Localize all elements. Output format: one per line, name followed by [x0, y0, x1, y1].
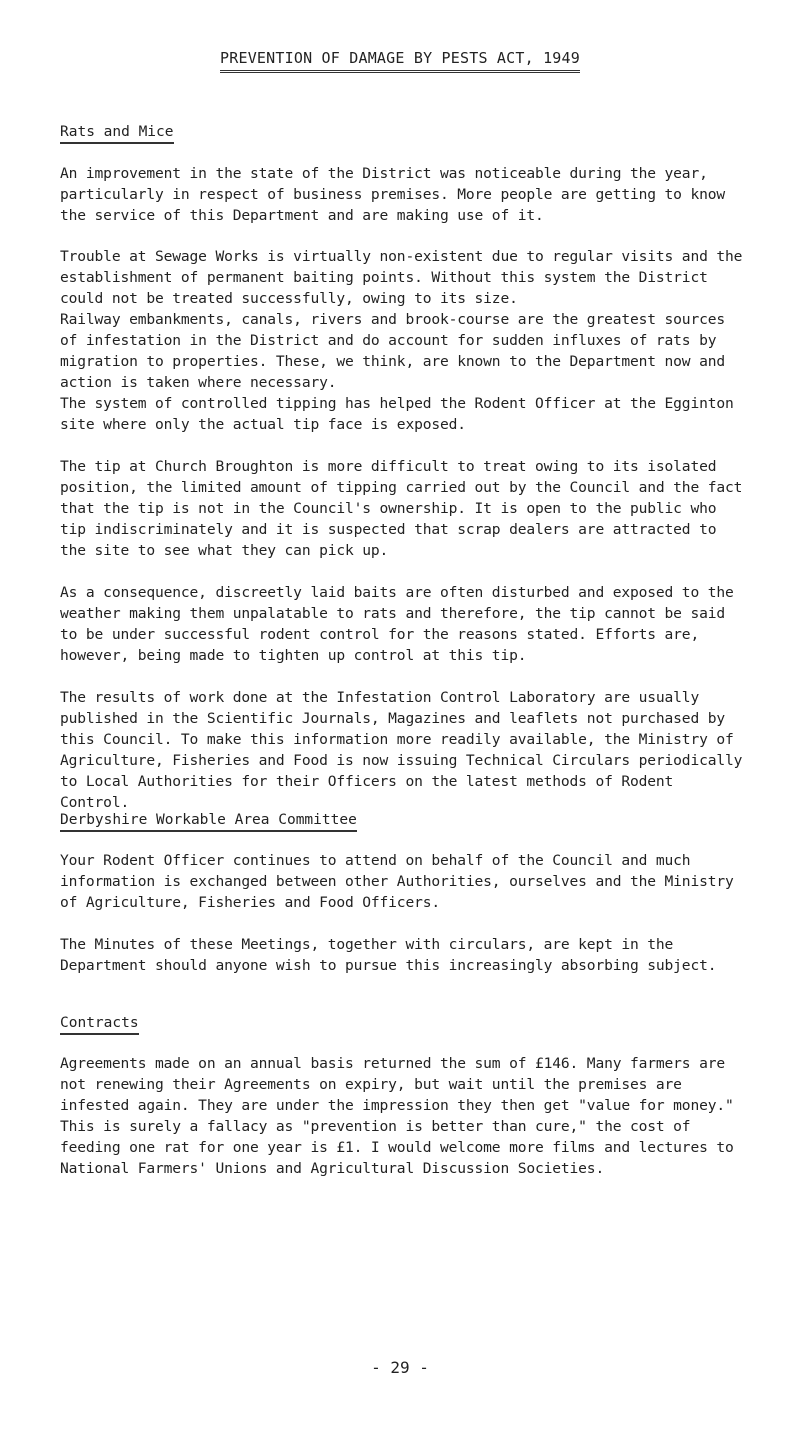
paragraph-railway-embankments: Railway embankments, canals, rivers and brook-course are the greatest sources of infestation in the District and do account for sudden influxes of rats by migration to properties. These, we think, are known to the Department now and action is taken where necessary. [60, 311, 725, 391]
section-heading-contracts: Contracts [60, 1015, 139, 1035]
page-title: PREVENTION OF DAMAGE BY PESTS ACT, 1949 [220, 49, 580, 73]
paragraph-improvement: An improvement in the state of the District was noticeable during the year, particularly in respect of business premises. More people are getting to know the service of this Department and are making use of it. [60, 165, 725, 224]
paragraph-consequence: As a consequence, discreetly laid baits are often disturbed and exposed to the weather making them unpalatable to rats and therefore, the tip cannot be said to be under successful rodent control for the reasons stated. Efforts are, however, being made to tighten up control at this tip. [60, 584, 734, 664]
section-heading-rats-and-mice: Rats and Mice [60, 124, 174, 144]
paragraph-agreements: Agreements made on an annual basis returned the sum of £146. Many farmers are not renewing their Agreements on expiry, but wait until the premises are infested again. They are under the impression they then get "value for money." This is surely a fallacy as "prevention is better than cure," the cost of feeding one rat for one year is £1. I would welcome more films and lectures to National Farmers' Unions and Agricultural Discussion Societies. [60, 1055, 734, 1177]
paragraph-minutes: The Minutes of these Meetings, together with circulars, are kept in the Department should anyone wish to pursue this increasingly absorbing subject. [60, 936, 717, 974]
paragraph-controlled-tipping: The system of controlled tipping has helped the Rodent Officer at the Egginton site where only the actual tip face is exposed. [60, 395, 734, 433]
paragraph-infestation-laboratory: The results of work done at the Infestation Control Laboratory are usually published in the Scientific Journals, Magazines and leaflets not purchased by this Council. To make this information more readily available, the Ministry of Agriculture, Fisheries and Food is now issuing Technical Circulars periodically to Local Authorities for their Officers on the latest methods of Rodent Control. [60, 689, 743, 811]
title-wrap [0, 48, 800, 73]
paragraph-rodent-officer: Your Rodent Officer continues to attend on behalf of the Council and much information is exchanged between other Authorities, ourselves and the Ministry of Agriculture, Fisheries and Food Officers. [60, 852, 734, 911]
paragraph-sewage-works: Trouble at Sewage Works is virtually non-existent due to regular visits and the establishment of permanent baiting points. Without this system the District could not be treated successfully, owing to its size. [60, 248, 743, 307]
page-number: - 29 - [371, 1358, 429, 1377]
paragraph-church-broughton: The tip at Church Broughton is more difficult to treat owing to its isolated position, the limited amount of tipping carried out by the Council and the fact that the tip is not in the Council's ownership. It is open to the public who tip indiscriminately and it is suspected that scrap dealers are attracted to the site to see what they can pick up. [60, 458, 743, 559]
section-heading-derbyshire-committee: Derbyshire Workable Area Committee [60, 812, 357, 832]
